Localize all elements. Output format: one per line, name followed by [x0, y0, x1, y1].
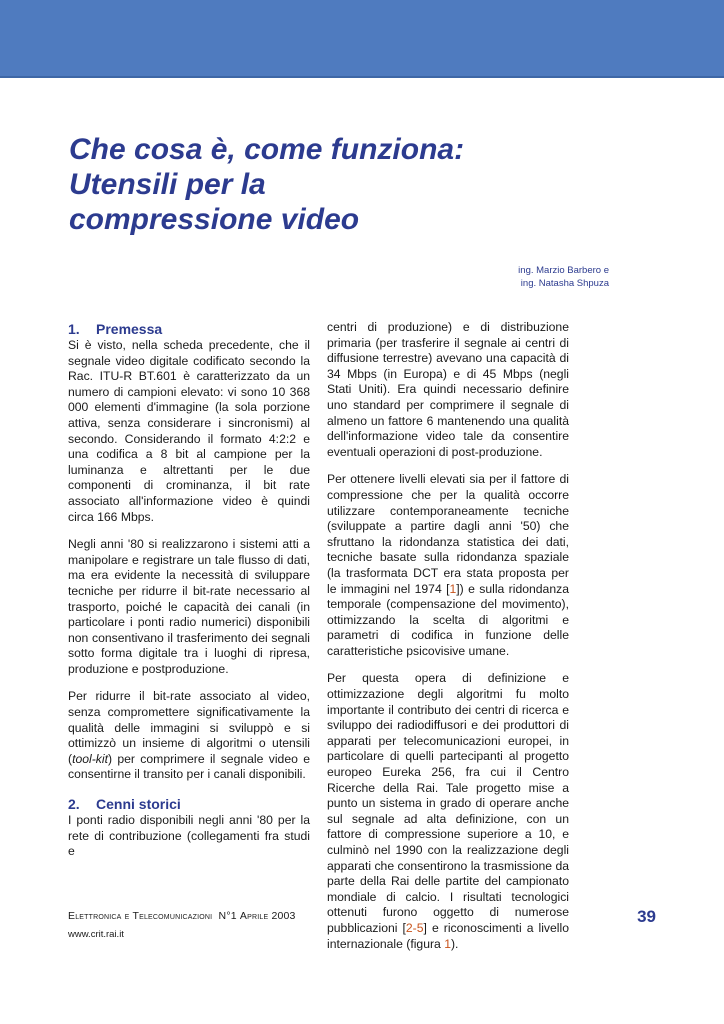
section-heading-cenni-storici	[68, 795, 310, 813]
paragraph	[68, 689, 310, 783]
article-title	[69, 132, 669, 237]
journal-footer	[68, 910, 296, 922]
paragraph	[327, 472, 569, 659]
issue-date: Aprile 2003	[239, 910, 296, 922]
emphasis: tool-kit	[72, 751, 108, 766]
title-line-1: Che cosa è, come funziona:	[69, 133, 465, 166]
paragraph	[327, 671, 569, 952]
section-number: 1.	[68, 321, 80, 337]
header-band	[0, 0, 724, 76]
title-line-3: compressione video	[69, 203, 360, 236]
reference-link[interactable]: 2-5	[405, 920, 424, 935]
paragraph: Si è visto, nella scheda precedente, che il segnale video digitale codificato secondo la Rac. ITU-R BT.601 è caratterizzato da un numero di campioni elevato: vi sono 10 368 000 elementi d'immagine (la sola porzione attiva, senza considerare i sincronismi) al secondo. Considerando il formato 4:2:2 e una codifica a 8 bit al campione per la luminanza e altrettanti per le due componenti di crominanza, il bit rate associato all'informazione video è quindi circa 166 Mbps.	[68, 338, 310, 524]
reference-link[interactable]: 1	[449, 581, 457, 596]
author-1: ing. Marzio Barbero e	[518, 265, 609, 276]
author-block	[518, 264, 609, 290]
section-heading-premessa	[68, 320, 310, 338]
website-url[interactable]: www.crit.rai.it	[68, 929, 124, 940]
text-run: Per ridurre il bit-rate associato al video, senza compromettere significativamente la qualità delle immagini si sviluppò e si ottimizzò un insieme di algoritmi o utensili (	[68, 689, 310, 766]
section-title: Premessa	[96, 321, 163, 337]
text-run: ).	[451, 936, 459, 951]
paragraph: I ponti radio disponibili negli anni '80 per la rete di contribuzione (collegamenti fra studi e	[68, 813, 310, 859]
text-run: Per questa opera di definizione e ottimizzazione degli algoritmi fu molto importante il contributo dei centri di ricerca e sviluppo dei radiodiffusori e dei produttori di apparati per telecomunicazioni europei, in particolare di quelli partecipanti al progetto europeo Eureka 256, fra cui il Centro Ricerche della Rai. Tale progetto mise a punto un sistema in grado di operare anche sul segnale ad alta definizione, con un fattore di compressione superiore a 10, e culminò nel 1990 con la realizzazione degli apparati che consentirono la trasmissione da parte della Rai delle partite del campionato mondiale di calcio. I risultati tecnologici ottenuti furono oggetto di numerose pubblicazioni [	[327, 671, 569, 935]
text-run: Per ottenere livelli elevati sia per il fattore di compressione che per la qualità occorre utilizzare contemporaneamente tecniche (sviluppate a partire dagli anni '50) che sfruttano la ridondanza statistica dei dati, tecniche basate sulla ridondanza spaziale (la trasformata DCT era stata proposta per le immagini nel 1974 [	[327, 472, 569, 596]
text-run: ]) e sulla ridondanza temporale (compensazione del movimento), ottimizzando la scelta di algoritmi e parametri di codifica in funzione delle caratteristiche psicovisive umane.	[327, 581, 569, 658]
text-run: ) per comprimere il segnale video e consentirne il transito per i canali disponibili.	[68, 751, 310, 782]
text-run: ] e riconoscimenti a livello internazionale (figura	[327, 920, 569, 951]
figure-link[interactable]: 1	[444, 936, 451, 951]
page-number: 39	[637, 907, 656, 926]
author-2: ing. Natasha Shpuza	[520, 278, 609, 289]
paragraph: Negli anni '80 si realizzarono i sistemi atti a manipolare e registrare un tale flusso di dati, ma era evidente la necessità di sviluppare tecniche per ridurre il bit-rate necessario al trasporto, poiché le capacità dei canali (in particolare i ponti radio numerici) disponibili non consentivano il trasferimento dei segnali sotto forma digitale tra i luoghi di ripresa, produzione e postproduzione.	[68, 537, 310, 676]
paragraph: centri di produzione) e di distribuzione primaria (per trasferire il segnale ai centri di diffusione terrestre) avevano una capacità di 34 Mbps (in Europa) e di 45 Mbps (negli Stati Uniti). Era quindi necessario definire uno standard per comprimere il segnale di almeno un fattore 6 mantenendo una qualità dell'informazione video tale da consentire eventuali operazioni di post-produzione.	[327, 320, 569, 459]
section-number: 2.	[68, 796, 80, 813]
section-title: Cenni storici	[96, 796, 181, 813]
left-column	[68, 320, 310, 872]
right-column	[327, 320, 569, 964]
journal-name: Elettronica e Telecomunicazioni	[68, 910, 213, 922]
issue-number: N°1	[218, 910, 237, 922]
title-line-2: Utensili per la	[69, 168, 266, 201]
